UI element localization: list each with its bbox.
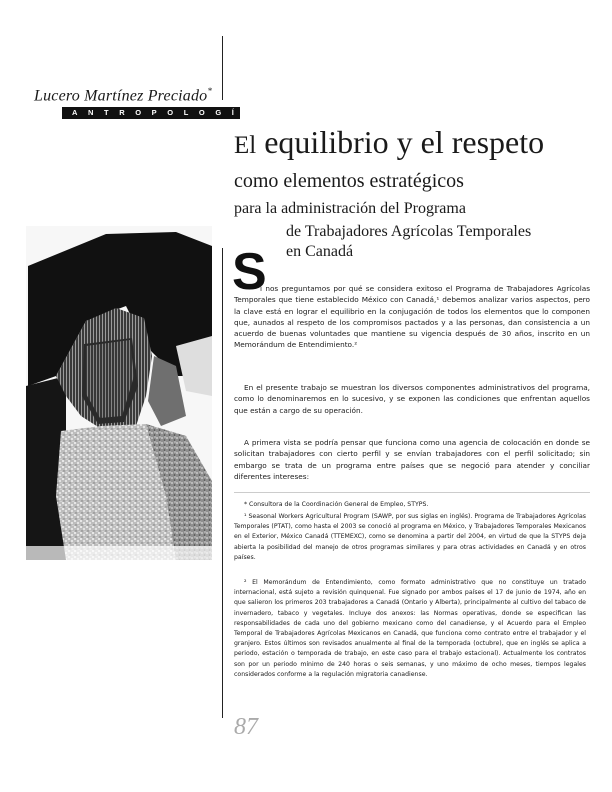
body-paragraph: A primera vista se podría pensar que funciona como una agencia de colocación en donde se solicitan trabajadores con cierto perfil y se envían trabajadores con el perfil solicitado; sin embargo se trata de un programa entre países que se negoció para atender y conciliar diferentes intereses: — [234, 438, 590, 481]
portrait-artwork — [26, 226, 212, 560]
vertical-rule — [222, 36, 223, 100]
footnote: * Consultora de la Coordinación General de Empleo, STYPS. — [244, 501, 429, 508]
title-main: equilibrio y el respeto — [264, 124, 545, 160]
drop-cap: S — [232, 243, 267, 301]
body-paragraph: En el presente trabajo se muestran los diversos componentes administrativos del programa, como lo denominaremos en lo sucesivo, y se exponen las condiciones que enfrentan aquellos que están a cargo de su operación. — [234, 383, 590, 415]
body-paragraph: i nos preguntamos por qué se considera exitoso el Programa de Trabajadores Agrícolas Temporales que tiene establecido México con Canadá,¹ debemos analizar varios aspectos, pero la clave está en lograr el equilibrio en la conjugación de todos los elementos que lo componen que, aunados al respeto de los compromisos pactados y a las personas, dan consistencia a un acuerdo de buenas voluntades que mantiene su vigencia después de 30 años, inscrito en un Memorándum de Entendimiento.² — [234, 284, 590, 350]
section-bar — [62, 107, 261, 119]
footnote-divider — [234, 492, 590, 493]
title-prefix: El — [234, 132, 257, 159]
vertical-rule — [222, 248, 223, 718]
article-title — [234, 124, 544, 164]
subtitle-line-4: en Canadá — [286, 243, 354, 260]
subtitle-line-1: como elementos estratégicos — [234, 170, 464, 192]
footnote: ² El Memorándum de Entendimiento, como formato administrativo que no constituye un tratado internacional, está sujeto a revisión quinquenal. Fue signado por ambos países el 17 de junio de 1974, año en que salieron los primeros 203 trabajadores a Canadá (Ontario y Alberta), principalmente al cultivo del tabaco de invernadero, tabaco y vegetales. Incluye dos anexos: las Normas operativas, donde se especifican las responsabilidades de cada uno del gobierno mexicano como del canadiense, y el Acuerdo para el Empleo Temporal de Trabajadores Agrícolas Mexicanos en Canadá, que funciona como contrato entre el trabajador y el granjero. Estos últimos son revisados anualmente al final de la temporada (octubre), que en inglés se aplica a periodo, estación o temporada de trabajo, en este caso para el trabajo estacional). Actualmente los contratos son por un periodo mínimo de 240 horas o seis semanas, y uno máximo de ocho meses, tiempos legales considerados conforme a la regulación migratoria canadiense. — [234, 579, 586, 678]
subtitle-line-3: de Trabajadores Agrícolas Temporales — [286, 223, 532, 240]
page-number: 87 — [234, 714, 258, 740]
footnote: ¹ Seasonal Workers Agricultural Program (SAWP, por sus siglas en inglés). Programa de Trabajadores Agrícolas Temporales (PTAT), como hasta el 2003 se conoció al programa en México, y Trabajadores Temporales Mexicanos en el Exterior, México Canadá (TTEMEXC), como se denomina a partir del 2004, en virtud de que la STYPS deja abierta la posibilidad del manejo de otros programas similares y para otras actividades en Canadá y en otros países. — [234, 513, 586, 561]
section-label: ANTROPOLOGÍA — [72, 108, 261, 117]
author-name: Lucero Martínez Preciado* — [34, 86, 213, 105]
subtitle-line-2: para la administración del Programa — [234, 200, 466, 217]
